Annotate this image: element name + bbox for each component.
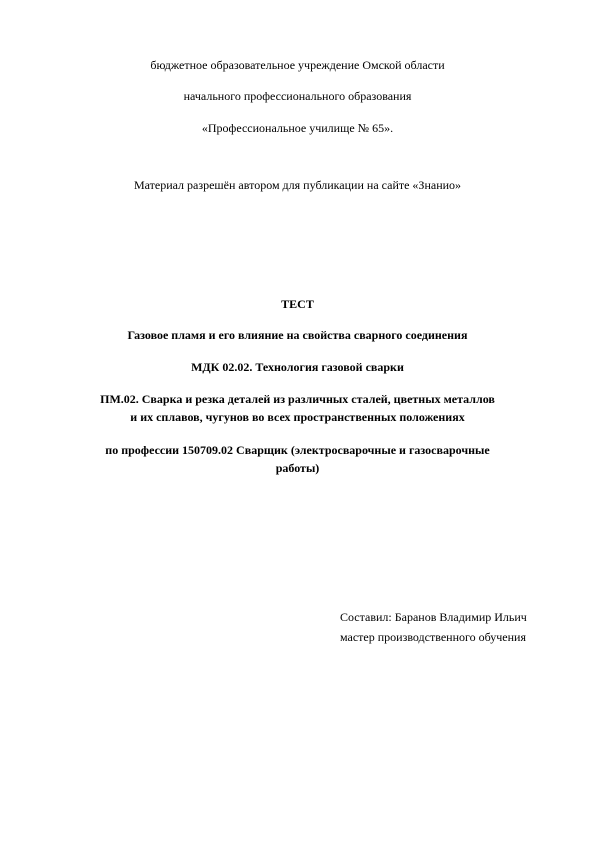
pm-line-2: и их сплавов, чугунов во всех пространственных положениях — [130, 410, 465, 424]
author-position: мастер производственного обучения — [340, 630, 526, 644]
institution-line-3: «Профессиональное училище № 65». — [201, 121, 394, 135]
profession-line-1: по профессии 150709.02 Сварщик (электросварочные и газосварочные — [105, 443, 490, 457]
profession-line-2: работы) — [275, 461, 320, 475]
institution-line-2: начального профессионального образования — [183, 89, 412, 103]
author-name: Составил: Баранов Владимир Ильич — [340, 610, 527, 624]
pm-line-1: ПМ.02. Сварка и резка деталей из различных сталей, цветных металлов — [100, 392, 495, 406]
institution-line-1: бюджетное образовательное учреждение Омской области — [150, 58, 445, 72]
permission-note: Материал разрешён автором для публикации на сайте «Знанио» — [133, 178, 462, 192]
test-topic: Газовое пламя и его влияние на свойства сварного соединения — [127, 328, 468, 342]
document-title: ТЕСТ — [281, 297, 314, 311]
mdk-line: МДК 02.02. Технология газовой сварки — [191, 360, 404, 374]
